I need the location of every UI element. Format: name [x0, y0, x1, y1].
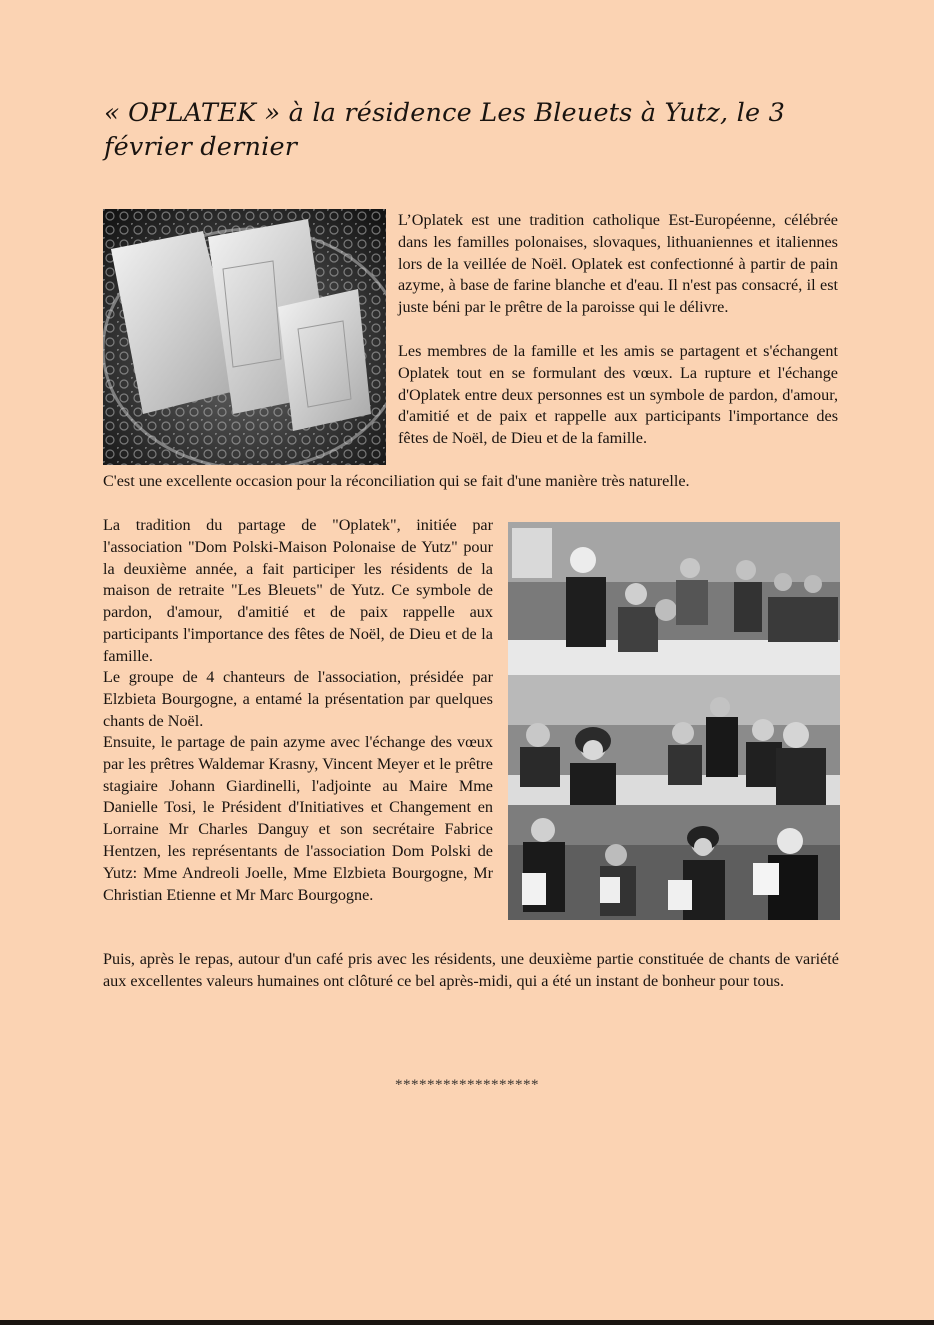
- intro-paragraph-3: C'est une excellente occasion pour la réconciliation qui se fait d'une manière très naturelle.: [103, 472, 690, 490]
- article-title: « OPLATEK » à la résidence Les Bleuets à Yutz, le 3 février dernier: [104, 98, 785, 162]
- event-photo-residents: [508, 522, 840, 675]
- intro-paragraph-1: L’Oplatek est une tradition catholique Est-Européenne, célébrée dans les familles polonaises, slovaques, lithuaniennes et italiennes lors de la veillée de Noël. Oplatek est confectionné à partir de pain azyme, à base de farine blanche et d'eau. Il n'est pas consacré, il est juste béni par le prêtre de la paroisse qui le délivre.: [398, 211, 838, 317]
- intro-paragraph-2: Les membres de la famille et les amis se partagent et s'échangent Oplatek tout en se formulant des vœux. La rupture et l'échange d'Oplatek entre deux personnes est un symbole de pardon, d'amour, d'amitié et de paix et rappelle aux participants l'importance des fêtes de Noël, de Dieu et de la famille.: [398, 342, 838, 448]
- body-paragraph-3: Ensuite, le partage de pain azyme avec l'échange des vœux par les prêtres Waldemar Krasny, Vincent Meyer et le prêtre stagiaire Johann Giardinelli, l'adjointe au Maire Mme Danielle Tosi, le Président d'Initiatives et Changement en Lorraine Mr Charles Danguy et son secrétaire Fabrice Hentzen, les représentants de l'association Dom Polski de Yutz: Mme Andreoli Joelle, Mme Elzbieta Bourgogne, Mr Christian Etienne et Mr Marc Bourgogne.: [103, 733, 493, 904]
- page-bottom-border: [0, 1320, 934, 1325]
- oplatek-wafers-photo: [103, 209, 386, 465]
- body-paragraph-1: La tradition du partage de "Oplatek", initiée par l'association "Dom Polski-Maison Polonaise de Yutz" pour la deuxième année, a fait participer les résidents de la maison de retraite "Les Bleuets" de Yutz. Ce symbole de pardon, d'amour, d'amitié et de paix rappelle aux participants l'importance des fêtes de Noël, de Dieu et de la famille.: [103, 516, 493, 665]
- event-photo-singers: [508, 805, 840, 920]
- section-separator: ******************: [395, 1077, 539, 1093]
- body-paragraph-2: Le groupe de 4 chanteurs de l'association, présidée par Elzbieta Bourgogne, a entamé la présentation par quelques chants de Noël.: [103, 668, 493, 730]
- body-paragraph-4: Puis, après le repas, autour d'un café pris avec les résidents, une deuxième partie constituée de chants de variété aux excellentes valeurs humaines ont clôturé ce bel après-midi, qui a été un instant de bonheur pour tous.: [103, 950, 839, 990]
- event-photo-priests: [508, 675, 840, 805]
